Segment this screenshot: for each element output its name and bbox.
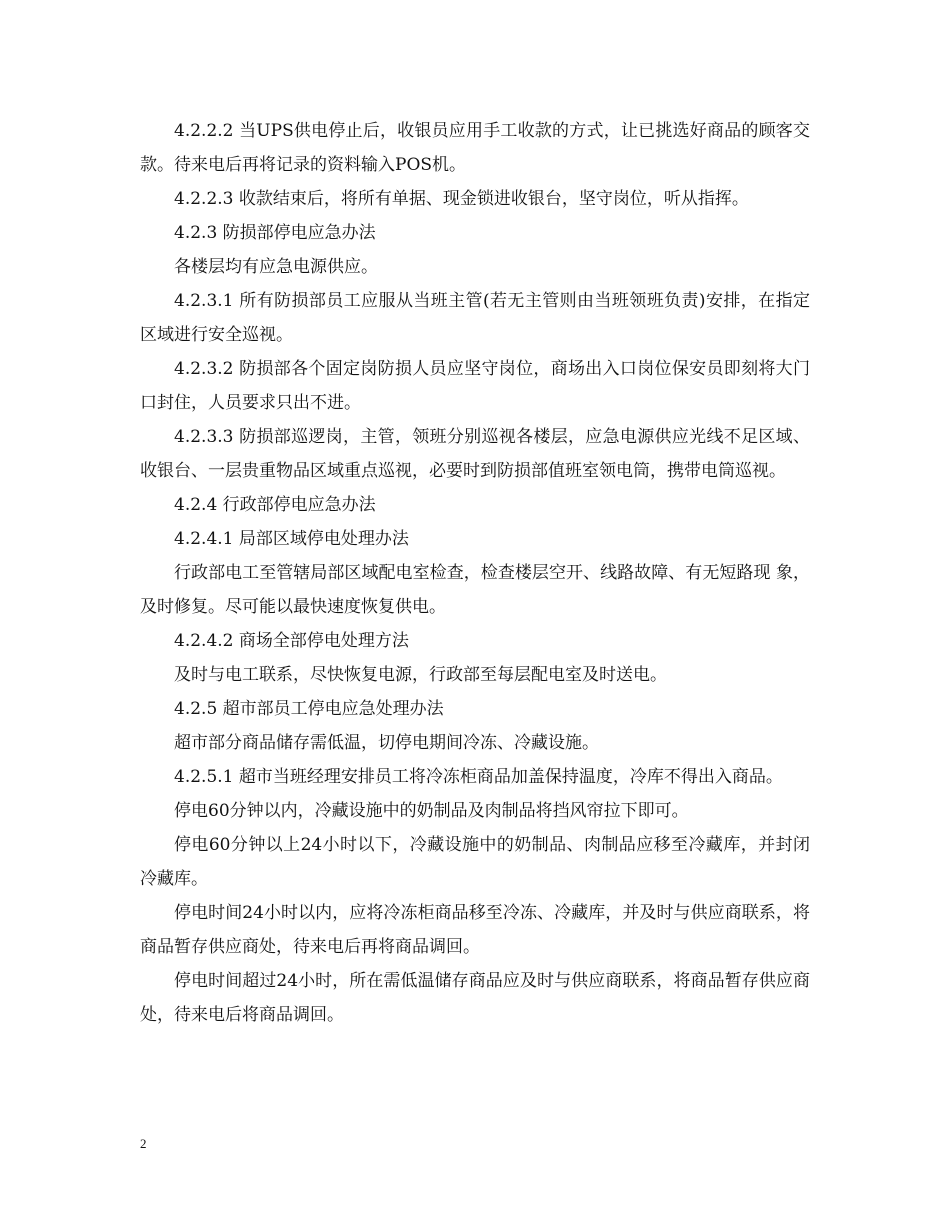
paragraph-within-24-hours: 停电时间24小时以内，应将冷冻柜商品移至冷冻、冷藏库，并及时与供应商联系，将商品暂存供应商处，待来电后再将商品调回。	[140, 903, 810, 957]
body-text	[140, 114, 810, 1032]
heading-4-2-4-2: 4.2.4.2 商场全部停电处理方法	[174, 631, 409, 651]
paragraph-4-2-3-1: 4.2.3.1 所有防损部员工应服从当班主管(若无主管则由当班领班负责)安排，在指定区域进行安全巡视。	[140, 291, 810, 345]
heading-4-2-4: 4.2.4 行政部停电应急办法	[174, 495, 376, 515]
paragraph-4-2-5-1: 4.2.5.1 超市当班经理安排员工将冷冻柜商品加盖保持温度，冷库不得出入商品。	[174, 767, 783, 787]
paragraph-60-min-to-24-hours: 停电60分钟以上24小时以下，冷藏设施中的奶制品、肉制品应移至冷藏库，并封闭冷藏库。	[140, 835, 810, 889]
paragraph-4-2-3-3: 4.2.3.3 防损部巡逻岗，主管，领班分别巡视各楼层，应急电源供应光线不足区域、收银台、一层贵重物品区域重点巡视，必要时到防损部值班室领电筒，携带电筒巡视。	[140, 427, 810, 481]
paragraph-electrician-inspection: 行政部电工至管辖局部区域配电室检查，检查楼层空开、线路故障、有无短路现 象，及时修复。尽可能以最快速度恢复供电。	[140, 563, 810, 617]
paragraph-4-2-2-3: 4.2.2.3 收款结束后，将所有单据、现金锁进收银台，坚守岗位，听从指挥。	[174, 189, 749, 209]
paragraph-emergency-power: 各楼层均有应急电源供应。	[174, 257, 378, 277]
paragraph-over-24-hours: 停电时间超过24小时，所在需低温储存商品应及时与供应商联系，将商品暂存供应商处，待来电后将商品调回。	[140, 971, 810, 1025]
heading-4-2-3: 4.2.3 防损部停电应急办法	[174, 223, 376, 243]
paragraph-low-temp-storage: 超市部分商品储存需低温，切停电期间冷冻、冷藏设施。	[174, 733, 599, 753]
paragraph-contact-electrician: 及时与电工联系，尽快恢复电源，行政部至每层配电室及时送电。	[174, 665, 667, 685]
page-number: 2	[140, 1136, 147, 1151]
heading-4-2-4-1: 4.2.4.1 局部区域停电处理办法	[174, 529, 409, 549]
paragraph-4-2-2-2: 4.2.2.2 当UPS供电停止后，收银员应用手工收款的方式，让已挑选好商品的顾客交款。待来电后再将记录的资料输入POS机。	[140, 121, 810, 175]
paragraph-4-2-3-2: 4.2.3.2 防损部各个固定岗防损人员应坚守岗位，商场出入口岗位保安员即刻将大门口封住，人员要求只出不进。	[140, 359, 810, 413]
paragraph-within-60-min: 停电60分钟以内，冷藏设施中的奶制品及肉制品将挡风帘拉下即可。	[174, 801, 689, 821]
heading-4-2-5: 4.2.5 超市部员工停电应急处理办法	[174, 699, 444, 719]
